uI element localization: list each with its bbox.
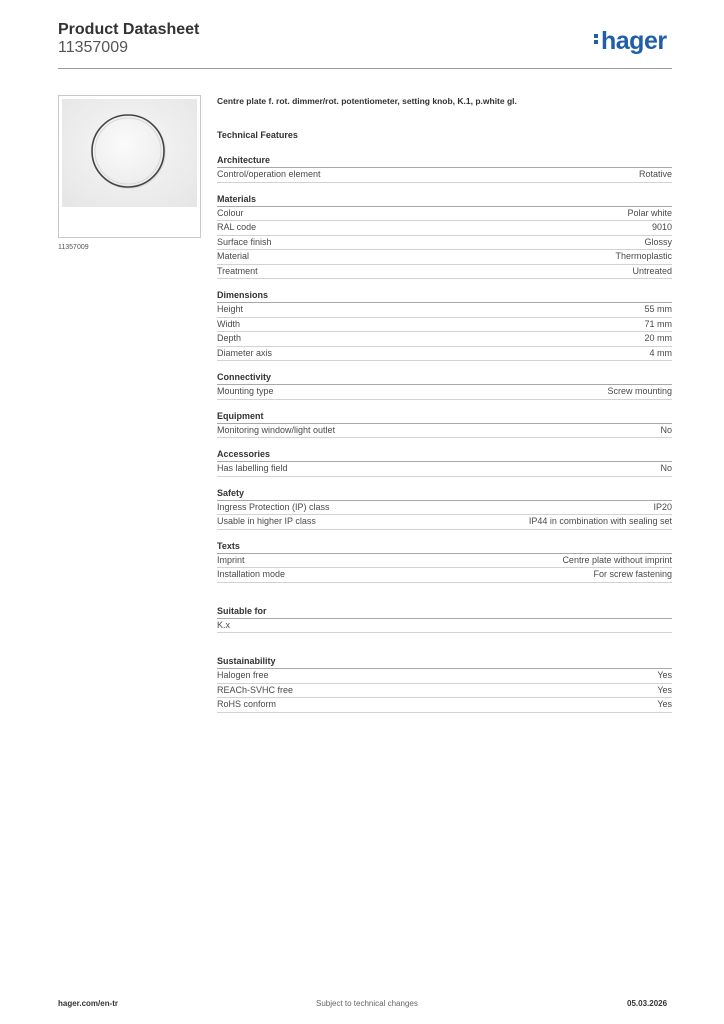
section-title: Dimensions (217, 290, 672, 303)
footer-website-link[interactable]: hager.com/en-tr (58, 999, 119, 1008)
spec-label: Width (217, 318, 241, 329)
spec-label: Mounting type (217, 386, 274, 396)
spec-row (217, 265, 672, 280)
spec-value: For screw fastening (593, 569, 672, 579)
section-materials (217, 194, 672, 280)
spec-label: K.x (217, 619, 231, 630)
spec-value: Yes (657, 699, 672, 709)
section-suitable-for (217, 606, 672, 634)
page-title: Product Datasheet (58, 21, 200, 38)
section-sustainability (217, 656, 672, 713)
spec-value: IP44 in combination with sealing set (528, 516, 672, 526)
logo-text: hager (601, 27, 667, 55)
spec-value: Yes (657, 670, 672, 680)
section-title: Accessories (217, 449, 672, 462)
technical-content (217, 96, 672, 713)
spec-value: No (660, 463, 672, 473)
section-connectivity (217, 372, 672, 400)
spec-label: RoHS conform (217, 699, 277, 709)
rotary-knob-plate-icon (62, 99, 197, 207)
spec-label: Halogen free (217, 670, 269, 680)
spec-value: Rotative (638, 169, 672, 179)
spec-label: Depth (217, 333, 242, 343)
spec-label: Material (217, 251, 250, 261)
header-divider (58, 68, 672, 69)
spec-row (217, 303, 672, 318)
spec-label: Height (217, 304, 244, 314)
spec-label: RAL code (217, 222, 257, 232)
spec-value: 55 mm (644, 304, 672, 314)
spec-row (217, 669, 672, 684)
spec-value: 20 mm (644, 333, 672, 343)
spec-value: IP20 (653, 501, 672, 512)
spec-row (217, 318, 672, 333)
section-safety (217, 488, 672, 530)
section-texts (217, 541, 672, 583)
section-title: Suitable for (217, 606, 672, 619)
spec-label: REACh-SVHC free (217, 684, 294, 695)
spec-value: Glossy (644, 236, 672, 247)
section-title: Texts (217, 541, 672, 554)
spec-value: Untreated (632, 265, 672, 276)
footer-disclaimer: Subject to technical changes (316, 999, 418, 1008)
spec-value: Yes (657, 684, 672, 695)
spec-label: Ingress Protection (IP) class (217, 501, 330, 512)
logo-dots-icon (594, 32, 599, 46)
spec-value: 71 mm (644, 318, 672, 329)
spec-label: Surface finish (217, 236, 272, 247)
spec-value: Polar white (627, 207, 672, 218)
spec-value: Centre plate without imprint (562, 554, 672, 565)
spec-row (217, 568, 672, 583)
spec-label: Treatment (217, 265, 258, 276)
product-image (58, 95, 201, 238)
spec-row (217, 207, 672, 222)
spec-row (217, 698, 672, 713)
section-title: Sustainability (217, 656, 672, 669)
section-title: Equipment (217, 411, 672, 424)
section-title: Safety (217, 488, 672, 501)
spec-row (217, 332, 672, 347)
spec-value: No (660, 424, 672, 435)
section-equipment (217, 411, 672, 439)
spec-value: Screw mounting (607, 386, 672, 396)
spec-row (217, 385, 672, 400)
spec-value: Thermoplastic (615, 251, 672, 261)
spec-value: 9010 (651, 222, 672, 232)
spec-label: Colour (217, 207, 244, 218)
spec-row (217, 515, 672, 530)
spec-row (217, 684, 672, 699)
spec-label: Installation mode (217, 569, 286, 579)
section-title: Connectivity (217, 372, 672, 385)
product-name: Centre plate f. rot. dimmer/rot. potentiometer, setting knob, K.1, p.white gl. (217, 96, 517, 106)
product-code: 11357009 (58, 39, 128, 56)
spec-value: 4 mm (649, 347, 672, 358)
spec-label: Imprint (217, 554, 245, 565)
hager-logo[interactable] (594, 27, 667, 56)
section-title: Materials (217, 194, 672, 207)
section-dimensions (217, 290, 672, 361)
section-architecture (217, 155, 672, 183)
spec-row (217, 619, 672, 634)
spec-label: Monitoring window/light outlet (217, 424, 336, 435)
section-title: Architecture (217, 155, 672, 168)
image-caption: 11357009 (58, 244, 89, 251)
footer-date: 05.03.2026 (627, 999, 668, 1008)
spec-row (217, 250, 672, 265)
spec-row (217, 554, 672, 569)
section-accessories (217, 449, 672, 477)
spec-row (217, 236, 672, 251)
spec-row (217, 347, 672, 362)
spec-label: Control/operation element (217, 169, 321, 179)
spec-row (217, 462, 672, 477)
spec-row (217, 424, 672, 439)
spec-label: Usable in higher IP class (217, 516, 316, 526)
spec-label: Diameter axis (217, 347, 273, 358)
spec-label: Has labelling field (217, 463, 288, 473)
spec-row (217, 168, 672, 183)
spec-row (217, 501, 672, 516)
technical-features-heading: Technical Features (217, 130, 298, 140)
spec-row (217, 221, 672, 236)
